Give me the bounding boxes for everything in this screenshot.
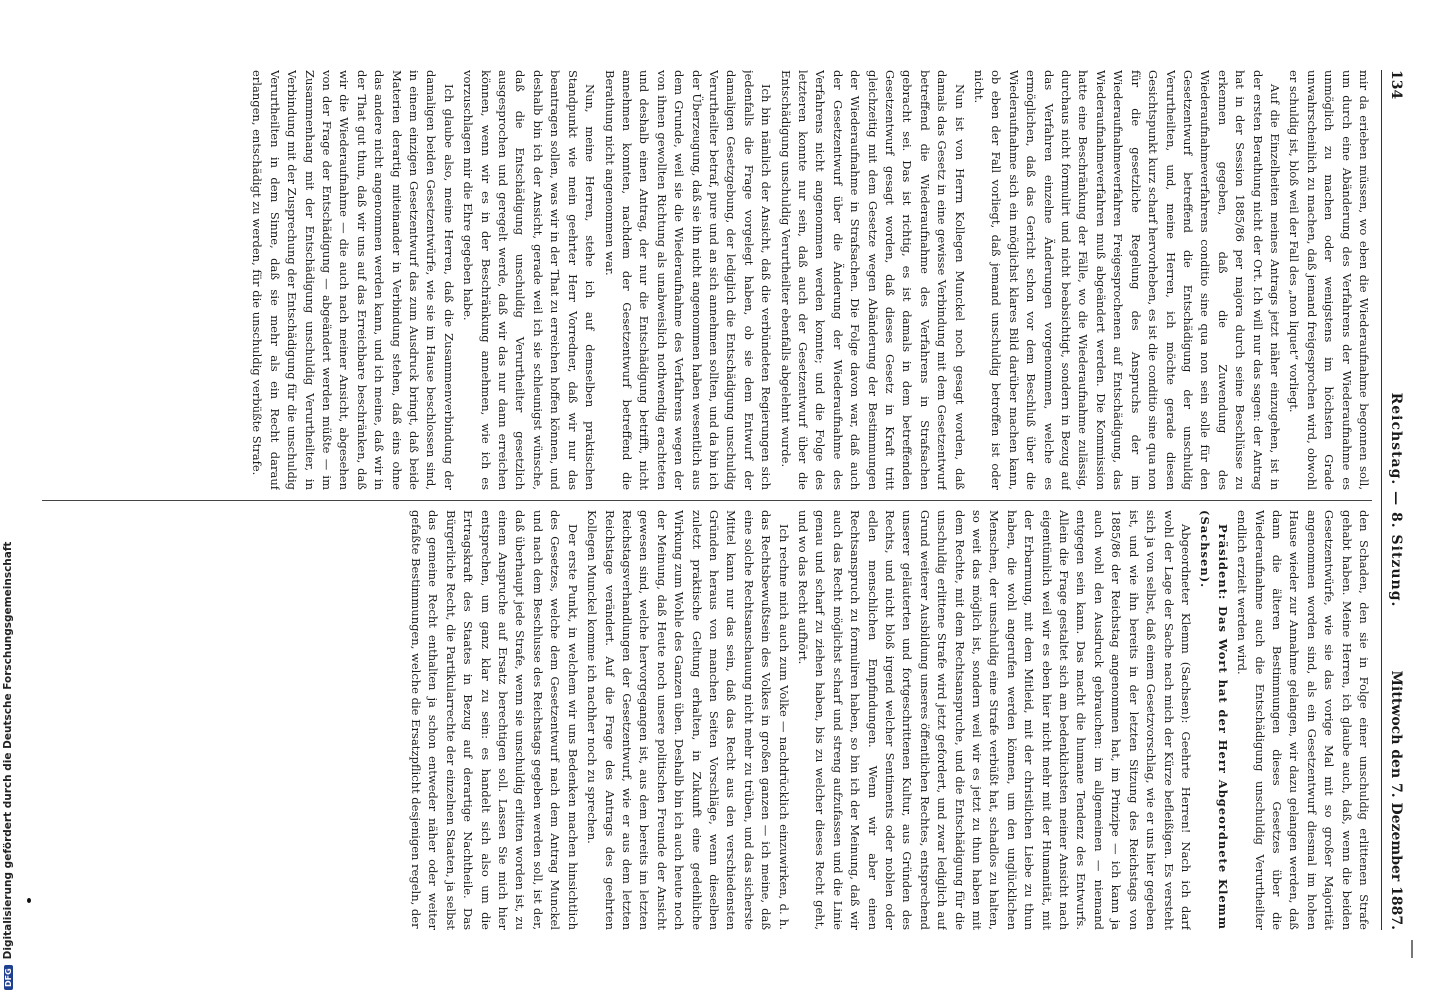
dfg-logo-icon: DFG bbox=[4, 965, 13, 990]
paragraph: Nun, meine Herren, stehe ich auf demselben praktischen Standpunkt wie mein geehrter Herr Vorredner, daß wir nur das beantragen sollen, was wir in der That zu erreichen hoffen können, und deshalb bin ich der Ansicht, gerade weil ich sie schleunigst wünsche, daß die Entschädigung unschuldig Verurtheilter gesetzlich ausgesprochen und geregelt werde, daß wir das nur dann erreichen können, wenn wir es in der Beschränkung annehmen, wie ich es vorzuschlagen mir die Ehre gegeben habe. bbox=[461, 70, 598, 490]
scan-edge-mark bbox=[1411, 940, 1413, 958]
running-head: Reichstag. — 8. Sitzung. bbox=[1388, 392, 1404, 608]
digitization-credit-bar bbox=[0, 0, 22, 1000]
digitization-credit bbox=[2, 30, 18, 990]
scan-speck bbox=[27, 898, 31, 903]
paragraph: Ich glaube also, meine Herren, daß die Zusammenverbindung der damaligen beiden Gesetzentwürfe, wie sie im Hause beschlossen sind, in einem einzigen Gesetzentwurf das zum Ausdruck bringt, daß beide Materien derartig miteinander in Verbindung stehen, daß eins ohne das andere nicht angenommen werden kann, und ich meine, daß wir in der That gut thun, daß wir uns auf das Erreichbare beschränken, daß wir die Wiederaufnahme — die auch nach meiner Ansicht, abgesehen von der Frage der Entschädigung — abgeändert werden müßte — im Zusammenhang mit der Entschädigung unschuldig Verurtheilter, in Verbindung mit der Zusprechung der Entschädigung für die unschuldig Verurtheilten in dem Sinne, daß sie mehr als ein Recht darauf erlangen, entschädigt zu werden, für die unschuldig verbüßte Strafe. bbox=[250, 70, 456, 490]
header-rule bbox=[1381, 70, 1382, 930]
page-number: 134 bbox=[1388, 70, 1404, 100]
left-column bbox=[42, 70, 1372, 490]
paragraph: Abgeordneter Klemm (Sachsen): Geehrte Herren! Nach ich darf wohl der Lage der Sache nach mich der Kürze befleißigen. Es versteht sich ja von selbst, daß einem Gesetzvorschlag, wie er uns hier gegeben ist, und wie ihn bereits in der letzten Sitzung des Reichstags von 1885/86 der Reichstag angenommen hat, im Prinzipe — ich kann ja auch wohl den Ausdruck gebrauchen: im allgemeinen — niemand entgegen sein kann. Das macht die humane Tendenz des Entwurfs. Allein die Frage gestaltet sich am bedenklichsten meiner Ansicht nach eigentümlich weil wir es eben hier nicht mehr mit der Humanität, mit der Erbarmung, mit dem Mitleid, mit der christlichen Liebe zu thun haben, die wohl angerufen werden können, um den unglücklichen Menschen, der unschuldig eine Strafe verbüßt hat, schadlos zu halten, so weit das möglich ist, sondern weil wir es jetzt zu thun haben mit dem Rechte, mit dem Rechtsanspruche, und die Entschädigung für die unschuldig erlittene Strafe wird jetzt gefordert, und zwar lediglich auf Grund weiterer Ausbildung unseres öffentlichen Rechtes, entsprechend unserer geläuterten und fortgeschrittenen Kultur, aus Gründen des Rechts, und nicht bloß irgend welcher Sentiments oder noblen oder edlen menschlichen Empfindungen. Wenn wir aber einen Rechtsanspruch zu formuliren haben, so bin ich der Meinung, daß wir auch das Recht möglichst scharf und streng aufzufassen und die Linie genau und scharf zu ziehen haben, bis zu welcher dieses Recht geht, und wo das Recht aufhört. bbox=[796, 510, 1193, 930]
column-divider bbox=[42, 500, 1372, 501]
paragraph: den Schaden, den sie in Folge einer unschuldig erlittenen Strafe gehabt haben. Meine Herren, ich glaube auch, daß, wenn die beiden Gesetzentwürfe, wie sie das vorige Mal mit so großer Majorität angenommen worden sind, als ein Gesetzentwurf diesmal im hohen Hause wieder zur Annahme gelangen, wir dazu gelangen werden, daß dann die älteren Bestimmungen dieses Gesetzes über die Wiederaufnahme auch die Entschädigung unschuldig Verurtheilter endlich erzielt werden wird. bbox=[1235, 510, 1371, 930]
paragraph: Ich rechne mich auch zum Volke — nachdrücklich einzuwirken, d. h. das Rechtsbewußtsein des Volkes in großen ganzen — ich meine, daß eine solche Rechtsanschauung nicht mehr zu trüben, und das sicherste Mittel kann nur das sein, daß das Recht aus den verschiedensten Gründen heraus von manchen Seiten Vorschläge, wenn dieselben zuletzt praktische Geltung erhalten, in Zukunft eine gedeihliche Wirkung zum Wohle des Ganzen üben. Deshalb bin ich auch heute noch der Meinung, daß Heute noch unsere politischen Freunde der Ansicht gewesen sind, welche hervorgegangen ist, aus dem bereits im letzten Reichstagsverhandlungen der Gesetzentwurf, wie er aus dem letzten Reichstage verändert. Auf die Frage des Antrags des geehrten Kollegen Munckel komme ich nachher noch zu sprechen. bbox=[585, 510, 791, 930]
page-content bbox=[0, 70, 1432, 930]
paragraph: mir da erieben müssen, wo eben die Wiederaufnahme begonnen soll, um durch eine Abänderung des Verfahrens der Wiederaufnahme es unmöglich zu machen oder wenigstens im höchsten Grade unwahrscheinlich zu machen, daß jemand freigesprochen wird, obwohl er schuldig ist, bloß weil der Fall des „non liquet“ vorliegt. bbox=[1287, 70, 1371, 490]
right-column bbox=[42, 510, 1372, 930]
paragraph: Der erste Punkt, in welchem wir uns Bedenken machen hinsichtlich des Gesetzes, welche dem Gesetzentwurf nach dem Antrag Munckel und nach dem Beschlusse des Reichstags gegeben werden soll, ist der, daß überhaupt jede Strafe, wenn sie unschuldig erlitten worden ist, zu einem Anspruche auf Ersatz berechtigen soll. Lassen Sie mich hier entsprechen, um ganz klar zu sein: es handelt sich also um die Ertragskraft des Staates in Bezug auf derartige Nachtheile. Das Bürgerliche Recht, die Partikularrechte der einzelnen Staaten, ja selbst das gemeine Recht enthalten ja schon entweder näher oder weiter gefaßte Bestimmungen, welche die Ersatzpflicht desjenigen regeln, der bbox=[409, 510, 580, 930]
speaker-line: Präsident: Das Wort hat der Herr Abgeordnete Klemm (Sachsen). bbox=[1198, 510, 1230, 930]
paragraph: Nun ist von Herrn Kollegen Munckel noch gesagt worden, daß damals das Gesetz in eine gewisse Verbindung mit dem Gesetzentwurf betreffend die Wiederaufnahme des Verfahrens in Strafsachen gebracht sei. Das ist richtig, es ist damals in dem betreffenden Gesetzentwurf gesagt worden, daß dieses Gesetz in Kraft tritt gleichzeitig mit dem Gesetze wegen Abänderung der Bestimmungen der Wiederaufnahme in Strafsachen. Die Folge davon war, daß auch der Gesetzentwurf über die Änderung der Wiederaufnahme des Verfahrens nicht angenommen werden konnte; und die Folge des letzteren konnte nur sein, daß auch der Gesetzentwurf über die Entschädigung unschuldig Verurtheilter ebenfalls abgelehnt wurde. bbox=[778, 70, 967, 490]
paragraph: Ich bin nämlich der Ansicht, daß die verbündeten Regierungen sich jedenfalls die Frage vorgelegt haben, ob sie dem Entwurf der damaligen Gesetzgebung, der lediglich die Entschädigung unschuldig Verurtheilter betraf, pure und an sich annehmen sollten, und da bin ich der Überzeugung, daß sie ihn nicht angenommen haben wesentlich aus dem Grunde, weil sie die Wiederaufnahme des Verfahrens wegen der von ihnen gewollten Richtung als unabweislich nothwendig erachteten und deshalb einen Antrag, der nur die Entschädigung betrifft, nicht annehmen konnten, nachdem der Gesetzentwurf betreffend die Berathung nicht angenommen war. bbox=[602, 70, 774, 490]
page-header bbox=[1386, 70, 1404, 930]
paragraph: Auf die Einzelheiten meines Antrags jetzt näher einzugehen, ist in der ersten Berathung nicht der Ort. Ich will nur das sagen: der Antrag hat in der Session 1885/86 per majora durch seine Beschlüsse zu erkennen gegeben, daß die Zuwendung des Wiederaufnahmeverfahrens conditio sine qua non sein solle für den Gesetzentwurf betreffend die Entschädigung der unschuldig Verurtheilten, und, meine Herren, ich möchte gerade diesen Gesichtspunkt kurz scharf hervorheben, es ist die conditio sine qua non für die gesetzliche Regelung des Anspruchs der im Wiederaufnahmeverfahren Freigesprochenen auf Entschädigung, das Wiederaufnahmeverfahren muß abgeändert werden. Die Kommission hatte eine Beschränkung der Fälle, wo die Wiederaufnahme zulässig, durchaus nicht formulirt und nicht beabsichtigt, sondern in Bezug auf das Verfahren einzelne Änderungen vorgenommen, welche es ermöglichen, daß das Gericht schon vor dem Beschluß über die Wiederaufnahme sich ein möglichst klares Bild darüber machen kann, ob eben der Fall vorliegt, daß jemand unschuldig betroffen ist oder nicht. bbox=[972, 70, 1282, 490]
credit-text: Digitalisierung gefördert durch die Deutsche Forschungsgemeinschaft bbox=[2, 541, 14, 960]
header-date: Mittwoch den 7. Dezember 1887. bbox=[1388, 670, 1404, 930]
